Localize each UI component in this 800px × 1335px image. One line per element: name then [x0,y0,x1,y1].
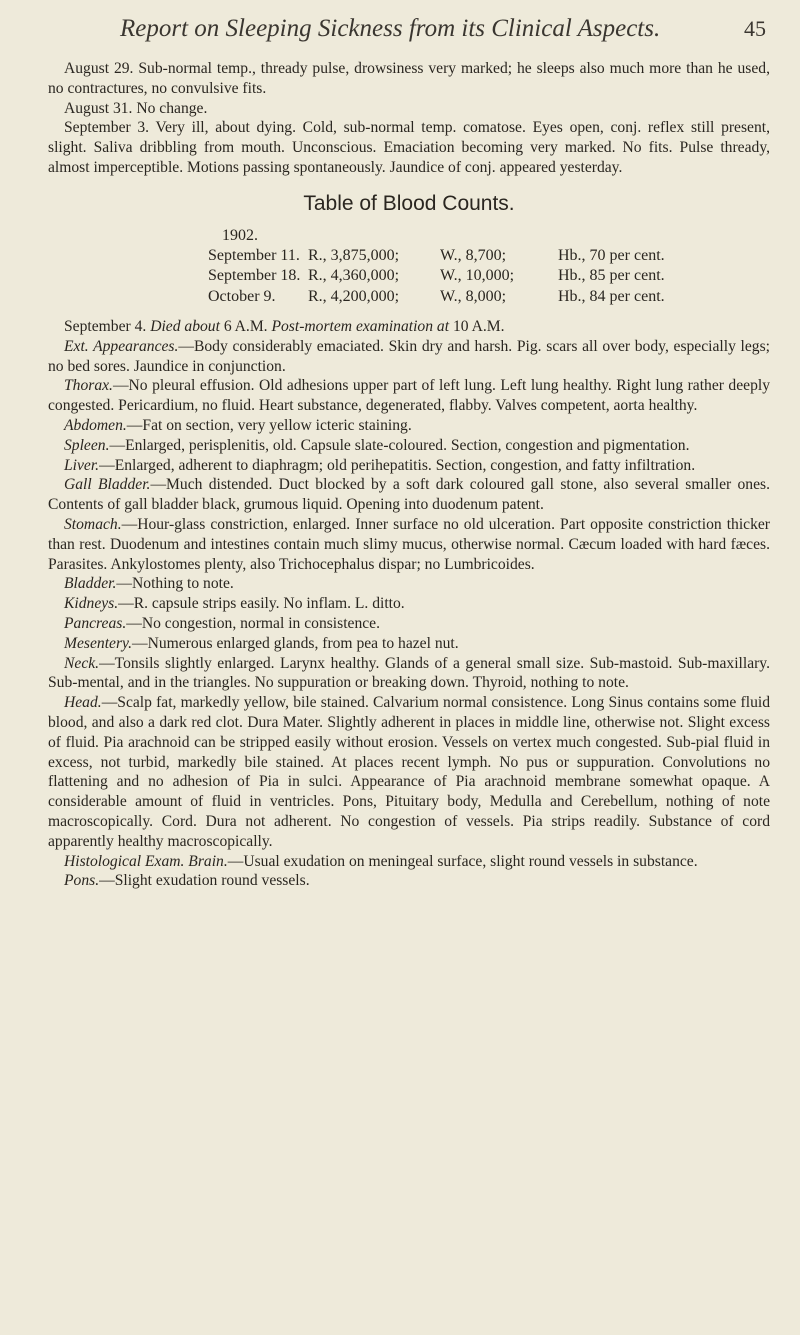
running-head [120,14,770,44]
section-label: Pons. [64,872,100,890]
section-label: Kidneys. [64,595,119,613]
paragraph [48,871,770,891]
section-text: —Enlarged, perisplenitis, old. Capsule slate-coloured. Section, congestion and pigmentation. [109,436,690,454]
row-date: October 9. [208,287,276,305]
row-red: R., 4,360,000; [308,267,400,285]
paragraph [48,574,770,594]
row-white: W., 10,000; [440,267,515,285]
row-white: W., 8,700; [440,246,507,264]
paragraph [48,654,770,694]
paragraph [48,634,770,654]
section-label: Neck. [64,654,100,672]
paragraph [48,337,770,377]
paragraph: September 3. Very ill, about dying. Cold, sub-normal temp. comatose. Eyes open, conj. reflex still present, slight. Saliva dribbling from mouth. Unconscious. Emaciation becoming very marked. No fits. Pulse thready, almost imperceptible. Motions passing spontaneously. Jaundice of conj. appeared yesterday. [48,119,770,176]
section-label: Thorax. [64,377,113,395]
table-title: Table of Blood Counts. [303,191,515,215]
row-white: W., 8,000; [440,287,507,305]
section-text: —No congestion, normal in consistence. [126,615,380,633]
section-label: Bladder. [64,575,117,593]
blood-count-row [208,246,770,267]
paragraph [48,594,770,614]
paragraph [48,456,770,476]
section-text: —Nothing to note. [116,575,234,593]
table-year: 1902. [222,226,258,244]
blood-count-row [208,287,770,308]
paragraph [48,693,770,851]
row-hb: Hb., 70 per cent. [558,246,665,264]
page-body [48,59,770,891]
pm-rest: 10 A.M. [449,318,505,336]
section-text: —Body considerably emaciated. Skin dry and harsh. Pig. scars all over body, especially legs; no bed sores. Jaundice in conjunction. [48,337,770,375]
section-text: —Usual exudation on meningeal surface, slight round vessels in substance. [227,852,698,870]
pm-italic: Post-mortem examination at [271,318,450,336]
page-number: 45 [744,16,766,41]
paragraph [48,475,770,515]
paragraph [48,376,770,416]
paragraph: August 31. No change. [64,99,208,117]
section-text: —Hour-glass constriction, enlarged. Inner surface no old ulceration. Part opposite constriction thicker than rest. Duodenum and intestines contain much slimy mucus, otherwise normal. Cæcum loaded with hard fæces. Parasites. Ankylostomes plenty, also Trichocephalus dispar; no Lumbricoides. [48,516,770,573]
section-text: —R. capsule strips easily. No inflam. L. ditto. [118,595,405,613]
paragraph [48,317,770,337]
blood-count-row [208,266,770,287]
row-red: R., 4,200,000; [308,287,400,305]
section-label: Liver. [64,456,100,474]
row-red: R., 3,875,000; [308,246,400,264]
section-label: Gall Bladder. [64,476,151,494]
row-hb: Hb., 85 per cent. [558,267,665,285]
section-label: Pancreas. [64,615,127,633]
section-label: Head. [64,694,102,712]
section-label: Histological Exam. Brain. [64,852,228,870]
postmortem-section [48,317,770,891]
section-text: —Tonsils slightly enlarged. Larynx healthy. Glands of a general small size. Sub-mastoid. Sub-maxillary. Sub-mental, and in the triangles. No suppuration or breaking down. Thyroid, nothing to note. [48,654,770,692]
pm-italic: Died about [150,318,220,336]
paragraph [48,614,770,634]
row-date: September 18. [208,267,301,285]
section-text: —Slight exudation round vessels. [99,872,310,890]
section-label: Stomach. [64,516,122,534]
running-head-title: Report on Sleeping Sickness from its Clinical Aspects. [120,15,661,42]
section-text: —Scalp fat, markedly yellow, bile stained. Calvarium normal consistence. Long Sinus contains some fluid blood, and also a dark red clot. Dura Mater. Slightly adherent in places in middle line, otherwise not. Slight excess of fluid. Pia arachnoid can be stripped easily without erosion. Vessels on vertex much congested. Sub-pial fluid in excess, not turbid, markedly bile stained. At places recent lymph. No pus or suppuration. Convolutions no flattening and no adhesion of Pia in sulci. Appearance of Pia arachnoid membrane somewhat opaque. A considerable amount of fluid in ventricles. Pons, Pituitary body, Medulla and Cerebellum, nothing of note macroscopically. Cord. Dura not adherent. No congestion of vessels. Pia strips readily. Substance of cord apparently healthy macroscopically. [48,694,770,850]
paragraph [48,436,770,456]
section-label: Mesentery. [64,634,132,652]
section-text: —Much distended. Duct blocked by a soft dark coloured gall stone, also several smaller ones. Contents of gall bladder black, grumous liquid. Opening into duodenum patent. [48,476,770,514]
section-label: Abdomen. [64,417,127,435]
section-text: —No pleural effusion. Old adhesions upper part of left lung. Left lung healthy. Right lung rather deeply congested. Pericardium, no fluid. Heart substance, degenerated, flabby. Valves competent, aorta healthy. [48,377,770,415]
section-text: —Fat on section, very yellow icteric staining. [126,417,412,435]
paragraph [48,852,770,872]
pm-lead: September 4. [64,318,151,336]
section-label: Spleen. [64,436,110,454]
row-hb: Hb., 84 per cent. [558,287,665,305]
section-text: —Numerous enlarged glands, from pea to hazel nut. [131,634,459,652]
section-label: Ext. Appearances. [64,337,179,355]
section-text: —Enlarged, adherent to diaphragm; old perihepatitis. Section, congestion, and fatty infiltration. [99,456,696,474]
row-date: September 11. [208,246,300,264]
paragraph: August 29. Sub-normal temp., thready pulse, drowsiness very marked; he sleeps also much more than he used, no contractures, no convulsive fits. [48,60,770,97]
paragraph [48,416,770,436]
paragraph [48,515,770,574]
pm-rest: 6 A.M. [219,318,272,336]
